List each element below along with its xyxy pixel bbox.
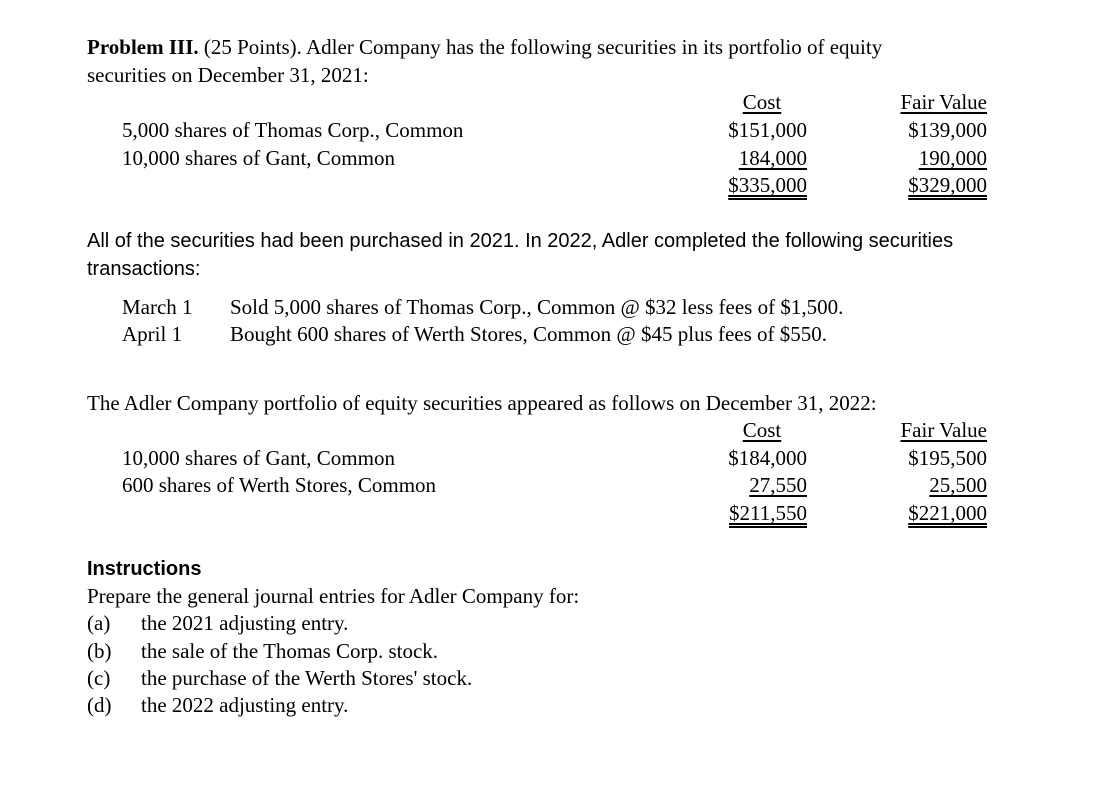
problem-intro-line2: securities on December 31, 2021:	[87, 63, 369, 87]
row-label: 5,000 shares of Thomas Corp., Common	[122, 118, 464, 142]
instruction-letter: (d)	[87, 693, 112, 717]
instruction-letter: (c)	[87, 666, 111, 690]
row-fair-value: $139,000	[908, 118, 987, 142]
instruction-letter: (b)	[87, 639, 112, 663]
cost-header-2021: Cost	[742, 90, 782, 114]
cost-header-2022: Cost	[742, 418, 782, 442]
problem-points: (25 Points).	[203, 35, 302, 59]
row-label: 600 shares of Werth Stores, Common	[122, 473, 437, 497]
total-cost-2022: $211,550	[729, 501, 807, 525]
row-fair-value: $195,500	[908, 446, 987, 470]
transaction-text: Bought 600 shares of Werth Stores, Common @ $45 plus fees of $550.	[230, 322, 828, 346]
row-fair-value: 25,500	[929, 473, 987, 497]
total-fair-value-2022: $221,000	[908, 501, 987, 525]
fair-value-header-2022: Fair Value	[900, 418, 987, 442]
row-cost: 184,000	[738, 146, 807, 170]
row-cost: 27,550	[749, 473, 807, 497]
portfolio-2022-intro: The Adler Company portfolio of equity securities appeared as follows on December 31, 2022:	[87, 391, 877, 415]
row-cost: $151,000	[728, 118, 807, 142]
transaction-text: Sold 5,000 shares of Thomas Corp., Common @ $32 less fees of $1,500.	[230, 295, 844, 319]
instruction-text: the sale of the Thomas Corp. stock.	[141, 639, 439, 663]
problem-intro-text: Adler Company has the following securities in its portfolio of equity	[305, 35, 883, 59]
instruction-text: the 2021 adjusting entry.	[141, 611, 349, 635]
transaction-date: March 1	[122, 295, 193, 319]
row-cost: $184,000	[728, 446, 807, 470]
transactions-intro-line2: transactions:	[87, 258, 201, 280]
transaction-date: April 1	[122, 322, 183, 346]
instruction-letter: (a)	[87, 611, 111, 635]
row-label: 10,000 shares of Gant, Common	[122, 146, 395, 170]
total-cost-2021: $335,000	[728, 173, 807, 197]
problem-intro-line1	[87, 34, 882, 60]
instruction-text: the 2022 adjusting entry.	[141, 693, 349, 717]
row-fair-value: 190,000	[918, 146, 987, 170]
transactions-intro-line1: All of the securities had been purchased in 2021. In 2022, Adler completed the following securities	[87, 230, 954, 252]
problem-heading: Problem III.	[87, 35, 199, 59]
instruction-text: the purchase of the Werth Stores' stock.	[141, 666, 473, 690]
instructions-prompt: Prepare the general journal entries for Adler Company for:	[87, 584, 580, 608]
total-fair-value-2021: $329,000	[908, 173, 987, 197]
instructions-heading: Instructions	[87, 558, 202, 580]
fair-value-header-2021: Fair Value	[900, 90, 987, 114]
row-label: 10,000 shares of Gant, Common	[122, 446, 395, 470]
